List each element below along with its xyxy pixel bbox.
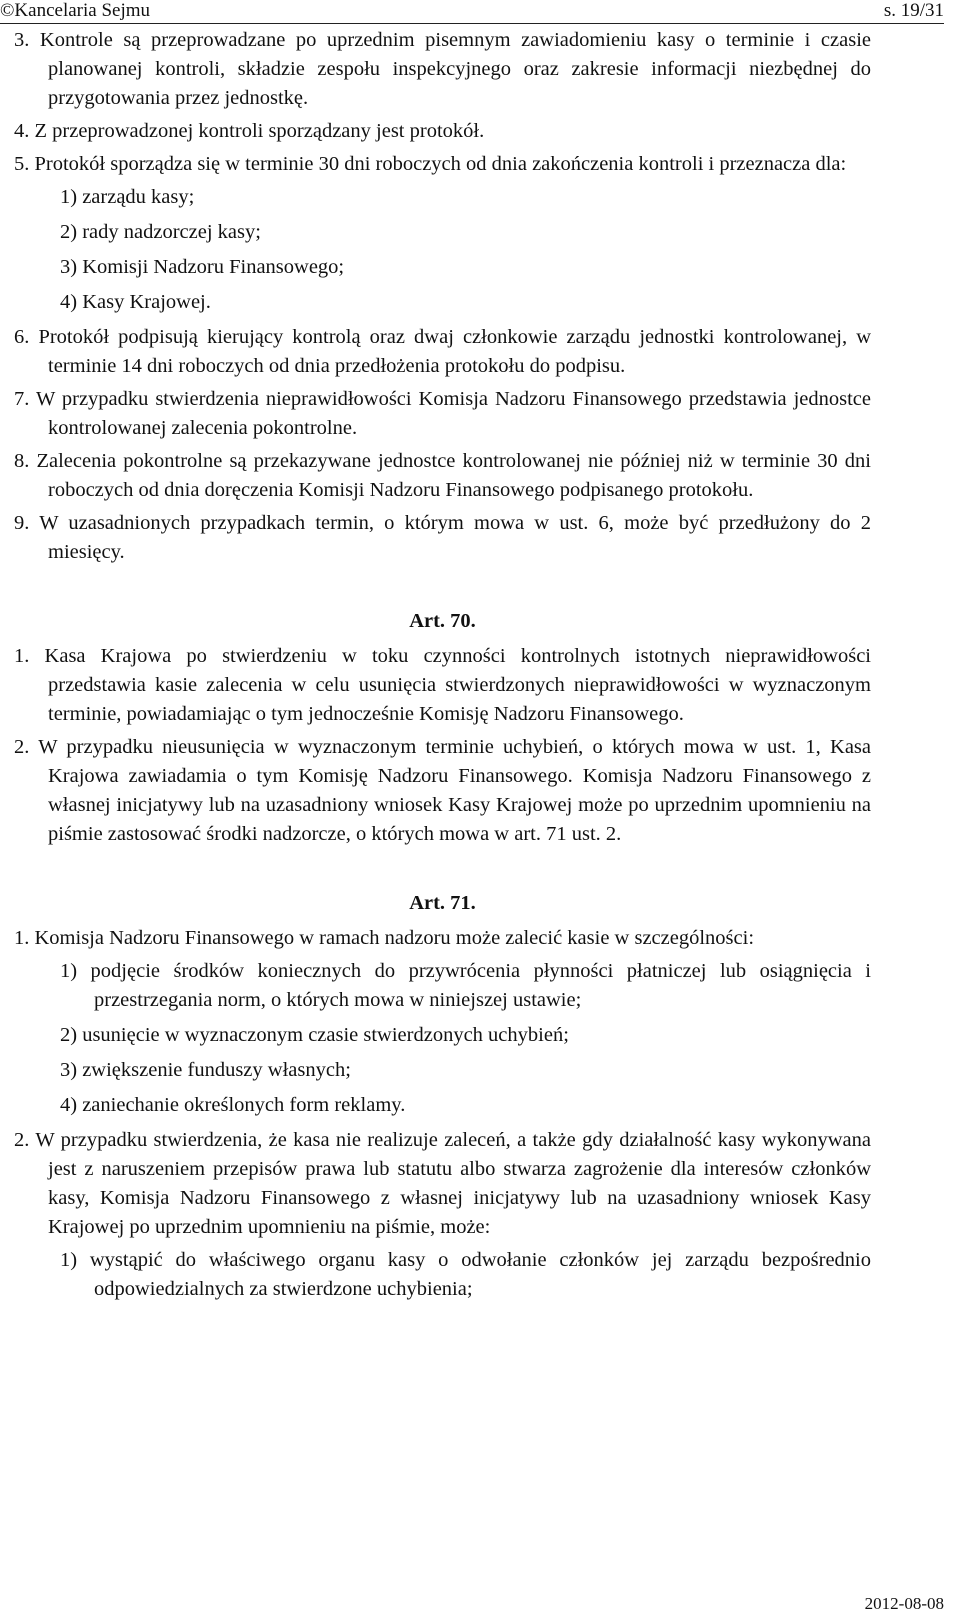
art70-paragraph-1: 1. Kasa Krajowa po stwierdzeniu w toku czynności kontrolnych istotnych nieprawidłowości przedstawia kasie zalecenia w celu usunięcia stwierdzonych nieprawidłowości w wyznaczonym terminie, powiadamiając o tym jednocześnie Komisję Nadzoru Finansowego. [14,645,871,725]
list-item: 1) zarządu kasy; [60,186,195,208]
list-item: 1) podjęcie środków koniecznych do przywrócenia płynności płatniczej lub osiągnięcia i przestrzegania norm, o których mowa w niniejszej ustawie; [60,960,871,1011]
art71-paragraph-2: 2. W przypadku stwierdzenia, że kasa nie realizuje zaleceń, a także gdy działalność kasy wykonywana jest z naruszeniem przepisów prawa lub statutu albo stwarza zagrożenie dla interesów członków kasy, Komisja Nadzoru Finansowego z własnej inicjatywy lub na uzasadniony wniosek Kasy Krajowej po uprzednim upomnieniu na piśmie, może: [14,1129,871,1238]
list-item: 3) Komisji Nadzoru Finansowego; [60,256,345,278]
list-item: 3) zwiększenie funduszy własnych; [60,1059,351,1081]
paragraph-5: 5. Protokół sporządza się w terminie 30 dni roboczych od dnia zakończenia kontroli i przeznacza dla: [14,153,847,175]
list-item: 2) usunięcie w wyznaczonym czasie stwierdzonych uchybień; [60,1024,569,1046]
list-item: 4) Kasy Krajowej. [60,291,211,313]
paragraph-3: 3. Kontrole są przeprowadzane po uprzednim pisemnym zawiadomieniu kasy o terminie i czasie planowanej kontroli, składzie zespołu inspekcyjnego oraz zakresie informacji niezbędnej do przygotowania przez jednostkę. [14,29,871,109]
paragraph-7: 7. W przypadku stwierdzenia nieprawidłowości Komisja Nadzoru Finansowego przedstawia jednostce kontrolowanej zalecenia pokontrolne. [14,388,871,439]
art71-paragraph-1: 1. Komisja Nadzoru Finansowego w ramach nadzoru może zalecić kasie w szczególności: [14,927,755,949]
article-71-heading: Art. 71. [409,892,476,914]
article-70-heading: Art. 70. [409,610,476,632]
paragraph-6: 6. Protokół podpisują kierujący kontrolą oraz dwaj członkowie zarządu jednostki kontrolowanej, w terminie 14 dni roboczych od dnia przedłożenia protokołu do podpisu. [14,326,871,377]
paragraph-4: 4. Z przeprowadzonej kontroli sporządzany jest protokół. [14,120,485,142]
paragraph-8: 8. Zalecenia pokontrolne są przekazywane jednostce kontrolowanej nie później niż w terminie 30 dni roboczych od dnia doręczenia Komisji Nadzoru Finansowego podpisanego protokołu. [14,450,871,501]
footer-date: 2012-08-08 [864,1594,944,1613]
paragraph-9: 9. W uzasadnionych przypadkach termin, o którym mowa w ust. 6, może być przedłużony do 2 miesięcy. [14,512,871,563]
copyright-header: ©Kancelaria Sejmu [0,0,151,21]
art70-paragraph-2: 2. W przypadku nieusunięcia w wyznaczonym terminie uchybień, o których mowa w ust. 1, Kasa Krajowa zawiadamia o tym Komisję Nadzoru Finansowego. Komisja Nadzoru Finansowego z własnej inicjatywy lub na uzasadniony wniosek Kasy Krajowej może po uprzednim upomnieniu na piśmie zastosować środki nadzorcze, o których mowa w art. 71 ust. 2. [14,736,871,845]
list-item: 2) rady nadzorczej kasy; [60,221,261,243]
document-body [14,26,871,1310]
header-divider [0,23,944,24]
list-item: 1) wystąpić do właściwego organu kasy o odwołanie członków jej zarządu bezpośrednio odpowiedzialnych za stwierdzone uchybienia; [60,1249,871,1300]
list-item: 4) zaniechanie określonych form reklamy. [60,1094,406,1116]
page-number: s. 19/31 [883,0,944,21]
